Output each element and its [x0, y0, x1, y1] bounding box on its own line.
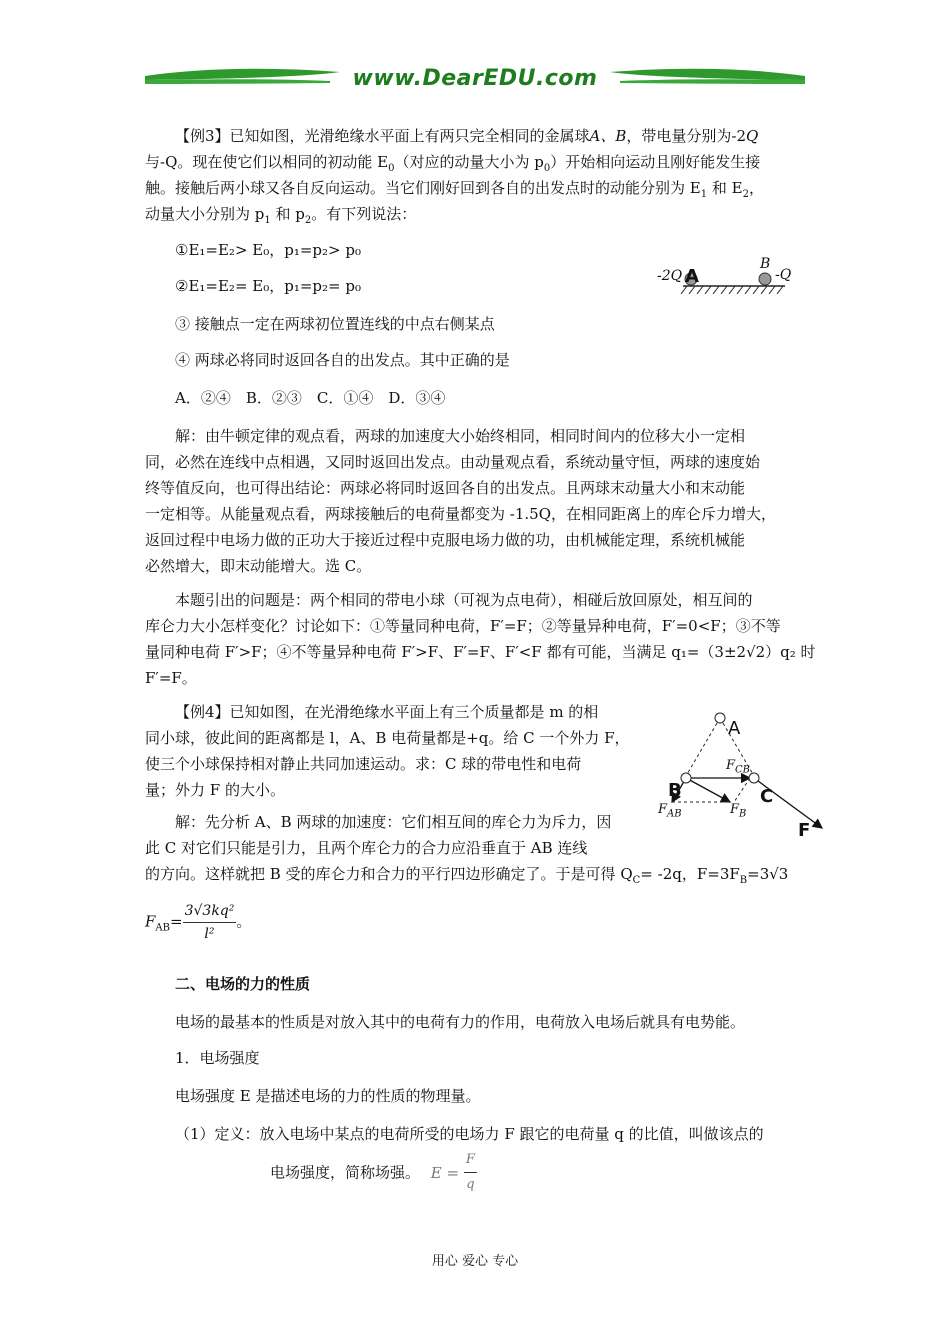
- ex4-line1: 【例4】已知如图，在光滑绝缘水平面上有三个质量都是 m 的相: [175, 703, 599, 721]
- figure-two-balls: [655, 256, 835, 306]
- section-para1: 电场的最基本的性质是对放入其中的电荷有力的作用，电荷放入电场后就具有电势能。: [175, 1013, 746, 1031]
- sol4-line2: 此 C 对它们只能是引力，且两个库仑力的合力应沿垂直于 AB 连线: [145, 839, 588, 857]
- figure-three-balls: [650, 706, 840, 856]
- note-line1: 本题引出的问题是：两个相同的带电小球（可视为点电荷），相碰后放回原处，相互间的: [175, 591, 753, 609]
- sol3-line5: 返回过程中电场力做的正功大于接近过程中克服电场力做的功，由机械能定理，系统机械能: [145, 531, 746, 549]
- ex3-line3: 触。接触后两小球又各自反向运动。当它们刚好回到各自的出发点时的动能分别为 $E_1$ 和 $E_2$，: [145, 179, 764, 200]
- sol4-line3: 的方向。这样就把 B 受的库仑力和合力的平行四边形确定了。于是可得 $Q_C= -2q$，$F=3F_B=3√3$: [145, 865, 789, 886]
- sol3-line6: 必然增大，即末动能增大。选 C。: [145, 557, 372, 575]
- ex3-choices: A．②④ B．②③ C．①④ D．③④: [175, 389, 446, 407]
- ex3-line2: 与-Q。现在使它们以相同的初动能 $E_0$（对应的动量大小为 $p_0$）开始相向运动且刚好能发生接: [145, 153, 761, 174]
- sol3-line2: 同，必然在连线中点相遇，又同时返回出发点。由动量观点看，系统动量守恒，两球的速度始: [145, 453, 761, 471]
- ex4-line4: 量；外力 F 的大小。: [145, 781, 285, 799]
- fig2-label-b: B: [668, 780, 682, 801]
- site-logo: www.DearEDU.com: [352, 66, 598, 91]
- ex3-line4: 动量大小分别为 $p_1$ 和 $p_2$。有下列说法：: [145, 205, 417, 226]
- sol3-line3: 终等值反向，也可得出结论：两球必将同时返回各自的出发点。且两球末动量大小和末动能: [145, 479, 746, 497]
- fig2-fb-label: $F_B$: [730, 802, 747, 820]
- fig2-fcb-label: $F_{CB}$: [726, 758, 751, 776]
- ex3-option2: ②E₁=E₂= E₀，p₁=p₂= p₀: [175, 277, 361, 295]
- fig1-left-charge: -2Q: [657, 268, 683, 284]
- definition-line2: 电场强度，简称场强。 E = $\frac{F}{q}$: [270, 1148, 477, 1197]
- ex4-line3: 使三个小球保持相对静止共同加速运动。求：C 球的带电性和电荷: [145, 755, 582, 773]
- fig1-label-b: B: [760, 256, 771, 272]
- ex3-line1: 【例3】已知如图，光滑绝缘水平面上有两只完全相同的金属球A、B，带电量分别为-2Q: [175, 127, 759, 145]
- page-footer: 用心 爱心 专心: [431, 1254, 519, 1269]
- ex3-option1: ①E₁=E₂> E₀，p₁=p₂> p₀: [175, 241, 361, 259]
- sol3-line1: 解：由牛顿定律的观点看，两球的加速度大小始终相同，相同时间内的位移大小一定相: [175, 427, 746, 445]
- note-line4: F′=F。: [145, 669, 197, 687]
- note-line2: 库仑力大小怎样变化？讨论如下：①等量同种电荷，F′=F；②等量异种电荷，F′=0<F；③不等: [145, 617, 781, 635]
- fab-formula: $F_{AB}=$ $\frac{\text{3√3kq²}}{\text{l²}}$ 。: [145, 900, 251, 945]
- note-line3: 量同种电荷 F′>F；④不等量异种电荷 F′>F、F′=F、F′<F 都有可能，当满足 q₁=（3±2√2）q₂ 时: [145, 643, 816, 661]
- fig2-label-f: F: [798, 820, 811, 841]
- ex4-line2: 同小球，彼此间的距离都是 l，A、B 电荷量都是+q。给 C 一个外力 F，: [145, 729, 630, 747]
- section-title: 二、电场的力的性质: [175, 975, 311, 993]
- fig1-label-a: A: [685, 266, 699, 287]
- section-para2: 电场强度 E 是描述电场的力的性质的物理量。: [175, 1087, 481, 1105]
- fig2-label-c: C: [760, 786, 774, 807]
- sol3-line4: 一定相等。从能量观点看，两球接触后的电荷量都变为 -1.5Q，在相同距离上的库仑斥力增大，: [145, 505, 776, 523]
- ex3-option4: ④ 两球必将同时返回各自的出发点。其中正确的是: [175, 351, 510, 369]
- definition-line1: （1）定义：放入电场中某点的电荷所受的电场力 F 跟它的电荷量 q 的比值，叫做该点的: [175, 1125, 764, 1143]
- fig2-fab-label: $F_{AB}$: [658, 802, 682, 820]
- ex3-option3: ③ 接触点一定在两球初位置连线的中点右侧某点: [175, 315, 495, 333]
- fig2-label-a: A: [728, 718, 741, 739]
- section-heading-field-strength: 1．电场强度: [175, 1049, 260, 1067]
- sol4-line1: 解：先分析 A、B 两球的加速度：它们相互间的库仑力为斥力，因: [175, 813, 612, 831]
- fig1-right-charge: -Q: [775, 267, 792, 283]
